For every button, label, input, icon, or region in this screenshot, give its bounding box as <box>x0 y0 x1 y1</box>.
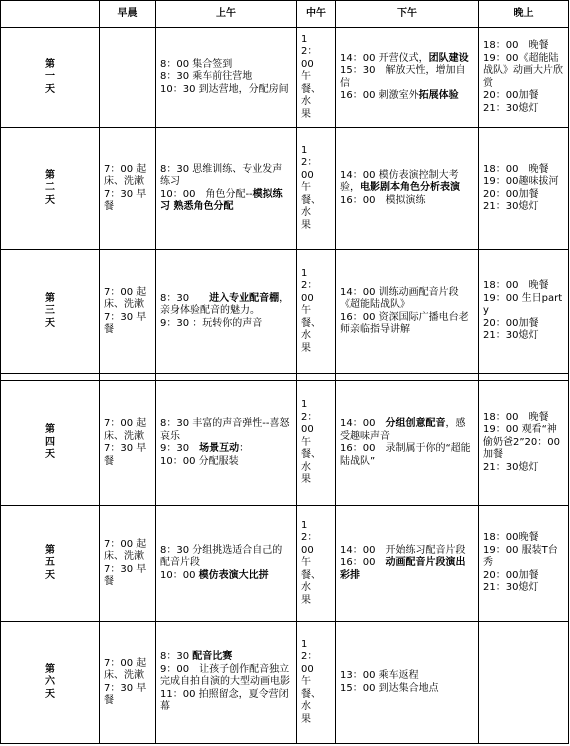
header-noon: 中午 <box>297 1 336 28</box>
forenoon-text <box>160 418 292 468</box>
day-label <box>1 381 100 506</box>
noon-cell <box>297 128 336 250</box>
noon-text: 12：00 午餐、水果 <box>301 144 321 231</box>
day-label-text: 第四天 <box>45 424 55 461</box>
spacer-row <box>1 374 569 381</box>
day-label <box>1 28 100 128</box>
noon-cell <box>297 381 336 506</box>
noon-text: 12：00 午餐、水果 <box>301 519 321 606</box>
schedule-text: ，感受趣味声音 16：00 录制属于你的“超能陆战队” <box>340 418 471 467</box>
evening-cell <box>479 250 569 374</box>
schedule-text: 14：00 模仿表演控制大考验， <box>340 169 459 194</box>
header-evening: 晚上 <box>479 1 569 28</box>
evening-text: 18：00 晚餐 19：00《超能陆战队》动画大片欣赏 20：00加餐 21：30熄灯 <box>483 40 563 114</box>
morning-text: 7：00 起床、洗漱 7：30 早餐 <box>104 418 147 467</box>
noon-text: 12：00 午餐、水果 <box>301 638 321 725</box>
day-label-text: 第三天 <box>45 292 55 329</box>
spacer-cell <box>156 374 297 381</box>
morning-text: 7：00 起床、洗漱 7：30 早餐 <box>104 286 147 335</box>
evening-text: 18：00晚餐 19：00 服装T台秀 20：00加餐 21：30熄灯 <box>483 532 558 594</box>
day-label-text: 第五天 <box>45 544 55 581</box>
header-forenoon: 上午 <box>156 1 297 28</box>
evening-cell <box>479 506 569 622</box>
schedule-text: 14：00 训练动画配音片段《超能陆战队》 16：00 资深国际广播电台老师亲临指导讲解 <box>340 286 469 335</box>
morning-text: 7：00 起床、洗漱 7：30 早餐 <box>104 538 147 587</box>
schedule-text: 14：00 开始练习配音片段 16：00 <box>340 544 466 569</box>
day-label <box>1 250 100 374</box>
day-row <box>1 250 569 374</box>
evening-text: 18：00 晚餐 19：00趣味拔河 20：00加餐 21：30熄灯 <box>483 163 559 212</box>
day-label <box>1 506 100 622</box>
day-label-text: 第二天 <box>45 169 55 206</box>
spacer-cell <box>336 374 479 381</box>
day-label <box>1 128 100 250</box>
schedule-text: ，亲身体验配音的魅力。 9：30 ：玩转你的声音 <box>160 292 290 329</box>
morning-text: 7：00 起床、洗漱 7：30 早餐 <box>104 163 147 212</box>
forenoon-cell <box>156 506 297 622</box>
highlight-text: 模拟练习 熟悉角色分配 <box>160 188 283 212</box>
highlight-text: 团队建设 <box>428 52 469 64</box>
evening-text: 18：00 晚餐 19：00 生日party 20：00加餐 21：30熄灯 <box>483 280 563 342</box>
morning-cell <box>100 250 156 374</box>
highlight-text: 分组创意配音 <box>385 418 446 429</box>
afternoon-text <box>340 418 474 468</box>
header-row <box>1 1 569 28</box>
schedule-text: 8：30 分组挑选适合自己的配音片段 10：00 <box>160 544 283 581</box>
morning-cell <box>100 381 156 506</box>
noon-cell <box>297 28 336 128</box>
afternoon-text <box>340 170 474 208</box>
noon-text: 12：00 午餐、水果 <box>301 267 321 354</box>
forenoon-text <box>160 545 292 583</box>
schedule-text: 8：30 思维训练、专业发声练习 10：00 角色分配-- <box>160 163 283 200</box>
afternoon-cell <box>336 506 479 622</box>
afternoon-text <box>340 287 474 337</box>
afternoon-cell <box>336 381 479 506</box>
forenoon-text <box>160 651 292 714</box>
schedule-text: 14：00 开营仪式， <box>340 52 429 64</box>
morning-text: 7：00 起床、洗漱 7：30 早餐 <box>104 657 147 706</box>
afternoon-cell <box>336 128 479 250</box>
morning-cell <box>100 506 156 622</box>
schedule-text: 8：00 集合签到 8：30 乘车前往营地 10：30 到达营地，分配房间 <box>160 58 289 95</box>
spacer-cell <box>297 374 336 381</box>
evening-text: 18：00 晚餐 19：00 观看“神偷奶爸2”20：00加餐 21：30熄灯 <box>483 411 560 473</box>
highlight-text: 进入专业配音棚 <box>209 292 280 304</box>
noon-cell <box>297 506 336 622</box>
noon-text: 12：00 午餐、水果 <box>301 399 321 486</box>
day-label-text: 第一天 <box>45 58 55 95</box>
forenoon-cell <box>156 381 297 506</box>
morning-cell <box>100 128 156 250</box>
forenoon-cell <box>156 250 297 374</box>
highlight-text: 电影剧本角色分析表演 <box>360 182 460 194</box>
schedule-text: 9：00 让孩子创作配音独立完成自拍自演的大型动画电影 11：00 拍照留念，夏令营闭幕 <box>160 663 290 713</box>
forenoon-text <box>160 164 292 214</box>
spacer-cell <box>1 374 100 381</box>
spacer-cell <box>100 374 156 381</box>
highlight-text: 配音比赛 <box>192 651 233 663</box>
afternoon-text <box>340 545 474 583</box>
afternoon-cell <box>336 28 479 128</box>
day-label-text: 第六天 <box>45 663 55 700</box>
schedule-text: 14：00 <box>340 418 386 429</box>
day-label <box>1 622 100 744</box>
day-row <box>1 622 569 744</box>
afternoon-text <box>340 670 474 695</box>
schedule-text: 13：00 乘车返程 15：00 到达集合地点 <box>340 670 439 694</box>
header-afternoon: 下午 <box>336 1 479 28</box>
morning-cell <box>100 28 156 128</box>
schedule-text: 8：30 <box>160 651 193 663</box>
day-row <box>1 128 569 250</box>
afternoon-cell <box>336 250 479 374</box>
morning-cell <box>100 622 156 744</box>
highlight-text: 场景互动 <box>199 443 240 454</box>
schedule-text: 8：30 <box>160 292 210 304</box>
forenoon-text <box>160 293 292 331</box>
schedule-text: 8：30 丰富的声音弹性--喜怒哀乐 9：30 <box>160 418 290 454</box>
highlight-text: 拓展体验 <box>418 90 459 101</box>
afternoon-cell <box>336 622 479 744</box>
evening-cell <box>479 381 569 506</box>
evening-cell <box>479 128 569 250</box>
header-corner <box>1 1 100 28</box>
day-row <box>1 506 569 622</box>
schedule-text: ： 10：00 分配服装 <box>160 443 250 467</box>
noon-text: 12：00 午餐、水果 <box>301 33 321 120</box>
evening-cell <box>479 28 569 128</box>
spacer-cell <box>479 374 569 381</box>
afternoon-text <box>340 53 474 103</box>
header-morning: 早晨 <box>100 1 156 28</box>
forenoon-cell <box>156 28 297 128</box>
schedule-text: 15：30 解放天性，增加自信 16：00 刺激室外 <box>340 65 466 101</box>
evening-cell <box>479 622 569 744</box>
forenoon-cell <box>156 128 297 250</box>
forenoon-text <box>160 59 292 97</box>
day-row <box>1 381 569 506</box>
schedule-text: 16：00 模拟演练 <box>340 194 426 206</box>
highlight-text: 模仿表演大比拼 <box>198 569 269 581</box>
noon-cell <box>297 622 336 744</box>
highlight-text: 动画配音片段演出彩排 <box>340 557 466 581</box>
forenoon-cell <box>156 622 297 744</box>
noon-cell <box>297 250 336 374</box>
day-row <box>1 28 569 128</box>
